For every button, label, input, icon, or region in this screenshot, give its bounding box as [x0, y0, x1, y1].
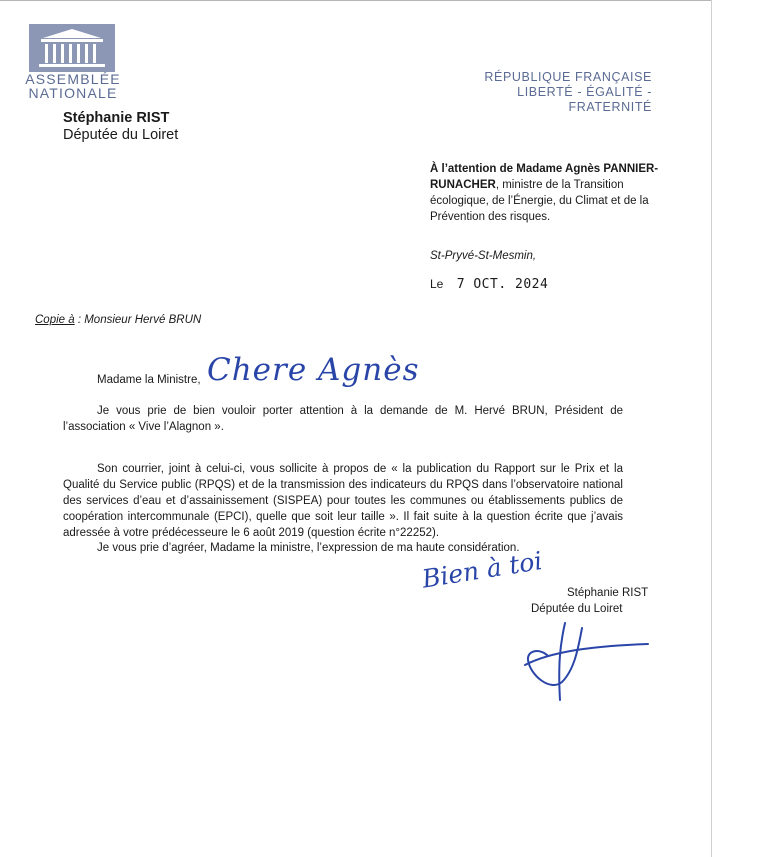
- copy-to-line: [35, 314, 201, 326]
- author-role: Députée du Loiret: [63, 127, 179, 143]
- letter-place: St-Pryvé-St-Mesmin,: [430, 250, 537, 262]
- handwritten-closing: Bien à toi: [420, 546, 545, 594]
- recipient-block: [430, 161, 675, 225]
- institution-line-2: NATIONALE: [28, 85, 118, 101]
- page-top-border: [0, 0, 712, 1]
- republic-motto: [470, 70, 652, 115]
- handwritten-signature: [520, 620, 650, 705]
- page-right-border: [711, 0, 712, 857]
- author-name: Stéphanie RIST: [63, 110, 170, 126]
- republic-line-2: LIBERTÉ - ÉGALITÉ - FRATERNITÉ: [517, 85, 652, 114]
- handwritten-greeting: Chere Agnès: [207, 352, 420, 388]
- body-paragraph-1: Je vous prie de bien vouloir porter attention à la demande de M. Hervé BRUN, Président de l’association « Vive l’Alagnon ».: [63, 405, 623, 433]
- assemblee-nationale-logo: [29, 24, 115, 72]
- copy-label: Copie à: [35, 314, 75, 326]
- date-stamp: 7 OCT. 2024: [456, 277, 549, 292]
- salutation: Madame la Ministre,: [97, 374, 201, 386]
- closing-paragraph: Je vous prie d’agréer, Madame la ministre, l’expression de ma haute considération.: [97, 542, 520, 554]
- recipient-attention: À l’attention de Madame Agnès: [430, 163, 601, 175]
- body-paragraph-2: Son courrier, joint à celui-ci, vous sollicite à propos de « la publication du Rapport sur le Prix et la Qualité du Service public (RPQS) et de la transmission des indicateurs du RPQS dans l’observatoire national des services d’eau et d’assainissement (SISPEA) pour toutes les communes ou établissements publics de coopération intercommunale (EPCI), quelle que soit leur taille ». Il fait suite à la question écrite que j’avais adressée à votre prédécesseure le 6 août 2019 (question écrite n°22252).: [63, 463, 623, 539]
- signatory-role: Députée du Loiret: [531, 603, 623, 615]
- letter-date: [430, 277, 548, 292]
- recipient-title: , ministre de la Transition écologique, de l’Énergie, du Climat et de la Prévention des risques.: [430, 179, 649, 223]
- republic-line-1: RÉPUBLIQUE FRANÇAISE: [484, 70, 652, 84]
- recipient-name: PANNIER-RUNACHER: [430, 163, 659, 191]
- institution-line-1: ASSEMBLÉE: [25, 71, 121, 87]
- copy-recipient: : Monsieur Hervé BRUN: [74, 314, 202, 326]
- date-prefix: Le: [430, 277, 444, 291]
- signatory-name: Stéphanie RIST: [567, 587, 649, 599]
- institution-name: [20, 72, 126, 100]
